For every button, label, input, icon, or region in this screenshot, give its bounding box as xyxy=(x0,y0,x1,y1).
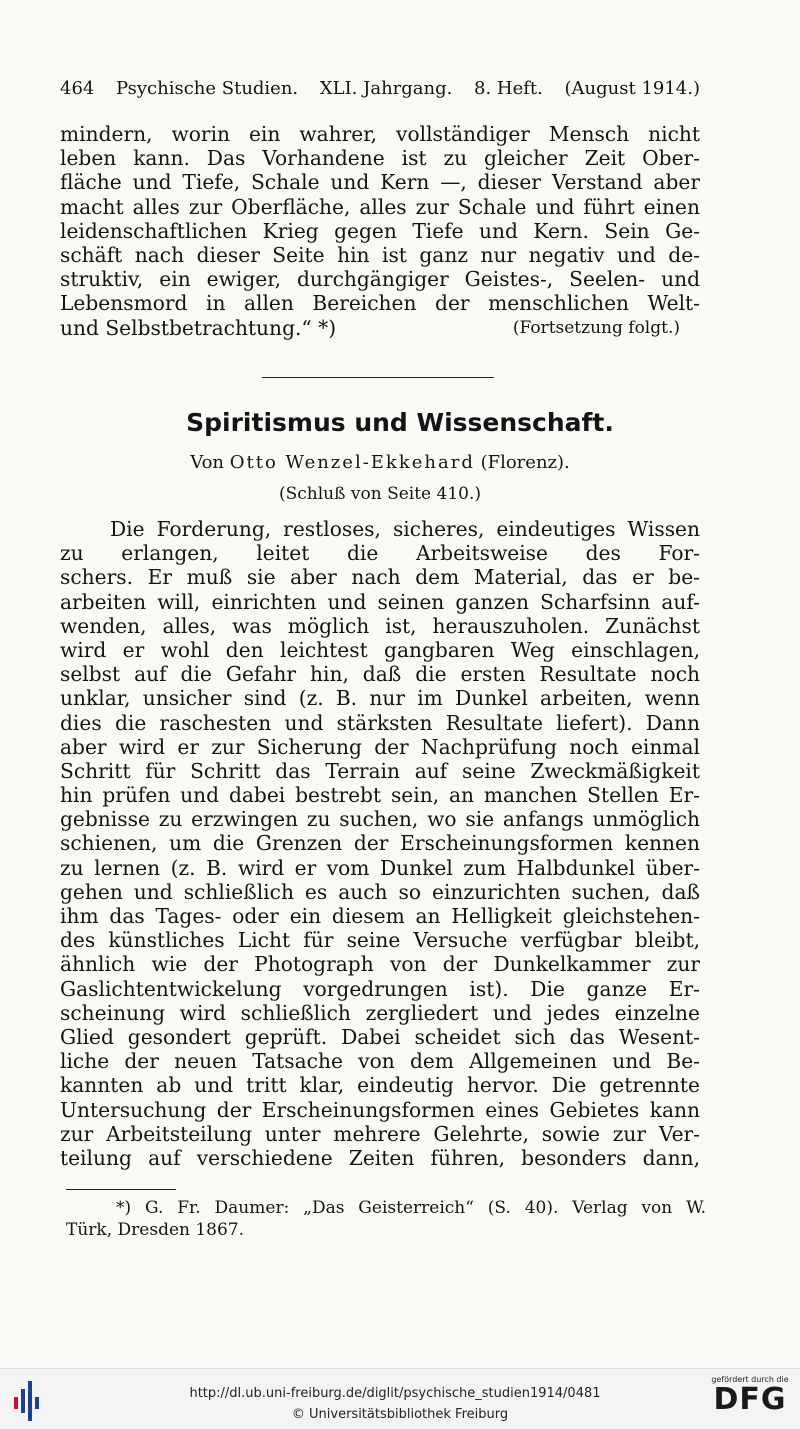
section-divider xyxy=(262,377,494,378)
article-body xyxy=(60,517,700,1170)
continuation-source: (Schluß von Seite 410.) xyxy=(278,484,481,504)
text-line: struktiv, ein ewiger, durchgängiger Geistes-, Seelen- und xyxy=(60,267,700,292)
byline xyxy=(0,452,760,473)
text-line: schers. Er muß sie aber nach dem Material, das er be- xyxy=(60,565,700,590)
dfg-wordmark: DFG xyxy=(713,1382,787,1417)
journal-name: Psychische Studien. xyxy=(116,78,299,99)
copyright-notice: © Universitätsbibliothek Freiburg xyxy=(291,1407,509,1422)
text-line: Lebensmord in allen Bereichen der menschlichen Welt- xyxy=(60,291,700,316)
text-line: zu erlangen, leitet die Arbeitsweise des For- xyxy=(60,541,700,566)
previous-article-text xyxy=(60,122,700,340)
footnote-line: *) G. Fr. Daumer: „Das Geisterreich“ (S. 40). Verlag von W. xyxy=(116,1198,706,1218)
issue-date: (August 1914.) xyxy=(564,78,700,99)
footnote xyxy=(66,1197,706,1241)
text-line: gebnisse zu erzwingen zu suchen, wo sie anfangs unmöglich xyxy=(60,807,700,832)
text-line: zur Arbeitsteilung unter mehrere Gelehrte, sowie zur Ver- xyxy=(60,1121,700,1146)
dfg-caption: gefördert durch die xyxy=(711,1375,789,1384)
text-line: arbeiten will, einrichten und seinen ganzen Scharfsinn auf- xyxy=(60,589,700,614)
text-line: ihm das Tages- oder ein diesem an Helligkeit gleichstehen- xyxy=(60,904,700,928)
text-line: mindern, worin ein wahrer, vollständiger Mensch nicht xyxy=(60,122,700,146)
text-line: Schritt für Schritt das Terrain auf seine Zweckmäßigkeit xyxy=(60,758,700,783)
text-line: aber wird er zur Sicherung der Nachprüfung noch einmal xyxy=(60,734,700,759)
text-line: und Selbstbetrachtung.“ *) xyxy=(60,315,337,340)
text-line: dies die raschesten und stärksten Resultate liefert). Dann xyxy=(60,710,700,735)
permalink[interactable]: http://dl.ub.uni-freiburg.de/diglit/psychische_studien1914/0481 xyxy=(189,1386,601,1401)
volume: XLI. Jahrgang. xyxy=(319,78,453,99)
text-line: Untersuchung der Erscheinungsformen eines Gebietes kann xyxy=(60,1097,700,1122)
author-location: (Florenz). xyxy=(480,452,570,473)
dfg-logo xyxy=(708,1375,792,1416)
text-line: liche der neuen Tatsache von dem Allgemeinen und Be- xyxy=(60,1049,700,1074)
text-line: des künstliches Licht für seine Versuche verfügbar bleibt, xyxy=(60,928,700,953)
text-line: ähnlich wie der Photograph von der Dunkelkammer zur xyxy=(60,952,700,977)
author-name: Otto Wenzel-Ekkehard xyxy=(229,452,475,473)
text-line: teilung auf verschiedene Zeiten führen, besonders dann, xyxy=(60,1145,700,1170)
text-line: fläche und Tiefe, Schale und Kern —, dieser Verstand aber xyxy=(60,170,700,195)
text-line: macht alles zur Oberfläche, alles zur Schale und führt einen xyxy=(60,194,700,219)
text-line: Glied gesondert geprüft. Dabei scheidet sich das Wesent- xyxy=(60,1024,700,1049)
running-header xyxy=(60,78,700,99)
page-number: 464 xyxy=(60,78,95,99)
text-line: hin prüfen und dabei bestrebt sein, an manchen Stellen Er- xyxy=(60,783,700,808)
text-line: Gaslichtentwickelung vorgedrungen ist). Die ganze Er- xyxy=(60,976,700,1001)
text-line: kannten ab und tritt klar, eindeutig hervor. Die getrennte xyxy=(60,1073,700,1098)
text-line: wenden, alles, was möglich ist, herauszuholen. Zunächst xyxy=(60,613,700,638)
text-line: selbst auf die Gefahr hin, daß die ersten Resultate noch xyxy=(60,662,700,687)
text-line: schäft nach dieser Seite hin ist ganz nur negativ und de- xyxy=(60,242,700,267)
text-line: zu lernen (z. B. wird er vom Dunkel zum Halbdunkel über- xyxy=(60,855,700,880)
issue: 8. Heft. xyxy=(474,78,543,99)
text-line: unklar, unsicher sind (z. B. nur im Dunkel arbeiten, wenn xyxy=(60,686,700,711)
text-line: schienen, um die Grenzen der Erscheinungsformen kennen xyxy=(60,831,700,856)
text-line: scheinung wird schließlich zergliedert und jedes einzelne xyxy=(60,1000,700,1025)
last-line-row xyxy=(60,316,700,340)
text-line: leben kann. Das Vorhandene ist zu gleicher Zeit Ober- xyxy=(60,146,700,171)
continuation-note: (Fortsetzung folgt.) xyxy=(512,317,680,338)
byline-prefix: Von xyxy=(190,452,225,473)
viewer-footer xyxy=(0,1368,800,1429)
text-line: leidenschaftlichen Krieg gegen Tiefe und Kern. Sein Ge- xyxy=(60,218,700,243)
footnote-line: Türk, Dresden 1867. xyxy=(66,1220,245,1240)
text-line: Die Forderung, restloses, sicheres, eindeutiges Wissen xyxy=(110,517,700,541)
footnote-divider xyxy=(66,1189,176,1190)
article-title: Spiritismus und Wissenschaft. xyxy=(186,408,614,437)
text-line: gehen und schließlich es auch so einzurichten suchen, daß xyxy=(60,879,700,904)
text-line: wird er wohl den leichtest gangbaren Weg einschlagen, xyxy=(60,637,700,662)
